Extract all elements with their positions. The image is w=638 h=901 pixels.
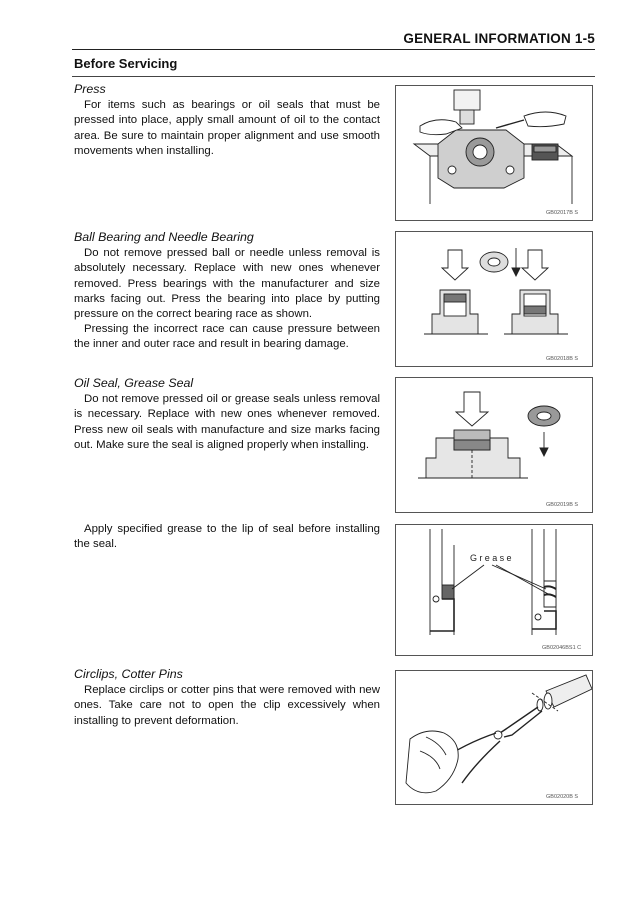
- chapter-title: Before Servicing: [74, 56, 178, 71]
- section-heading: Oil Seal, Grease Seal: [74, 376, 194, 390]
- grease-label: Grease: [470, 553, 514, 563]
- chapter-rule: [72, 76, 595, 77]
- figure-code: GB02019B S: [546, 502, 579, 508]
- figure-circlips: [395, 670, 593, 805]
- section-paragraph: Do not remove pressed oil or grease seals unless removal is necessary. Replace with new ones whenever removed. Press new oil seals with manufacture and size marks facing out. Make sure the seal is aligned properly when installing.: [74, 393, 380, 451]
- section-heading: Press: [74, 82, 106, 96]
- figure-grease: [395, 524, 593, 656]
- page-header-title: GENERAL INFORMATION 1-5: [403, 31, 595, 46]
- header-rule: [72, 49, 595, 50]
- bearing-illustration: [396, 232, 592, 366]
- section-paragraph: For items such as bearings or oil seals that must be pressed into place, apply small amount of oil to the contact area. Be sure to maintain proper alignment and use smooth movements when installing.: [74, 99, 380, 157]
- section-oil-seal: [74, 376, 380, 453]
- section-ball-bearing: [74, 230, 380, 353]
- section-paragraph: Pressing the incorrect race can cause pressure between the inner and outer race and result in bearing damage.: [74, 323, 380, 351]
- figure-code: GB02046BS1 C: [542, 645, 582, 651]
- section-heading: Ball Bearing and Needle Bearing: [74, 230, 254, 244]
- figure-ball-bearing: [395, 231, 593, 367]
- grease-illustration: [396, 525, 592, 655]
- figure-oil-seal: [395, 377, 593, 513]
- figure-code: GB02020B S: [546, 794, 579, 800]
- figure-press: [395, 85, 593, 221]
- section-paragraph: Apply specified grease to the lip of seal before installing the seal.: [74, 523, 380, 551]
- circlip-illustration: [396, 671, 592, 804]
- seal-illustration: [396, 378, 592, 512]
- section-grease-note: [74, 522, 380, 552]
- section-circlips: [74, 667, 380, 729]
- section-paragraph: Do not remove pressed ball or needle unless removal is absolutely necessary. Replace with new ones whenever removed. Press bearings with the manufacturer and size marks facing out. Press the bearing into place by putting pressure on the correct bearing race as shown.: [74, 247, 380, 321]
- section-press: [74, 82, 380, 159]
- press-illustration: [396, 86, 592, 220]
- figure-code: GB02017B S: [546, 210, 579, 216]
- section-paragraph: Replace circlips or cotter pins that were removed with new ones. Take care not to open the clip excessively when installing to prevent deformation.: [74, 684, 380, 727]
- figure-code: GB02018B S: [546, 356, 579, 362]
- section-heading: Circlips, Cotter Pins: [74, 667, 183, 681]
